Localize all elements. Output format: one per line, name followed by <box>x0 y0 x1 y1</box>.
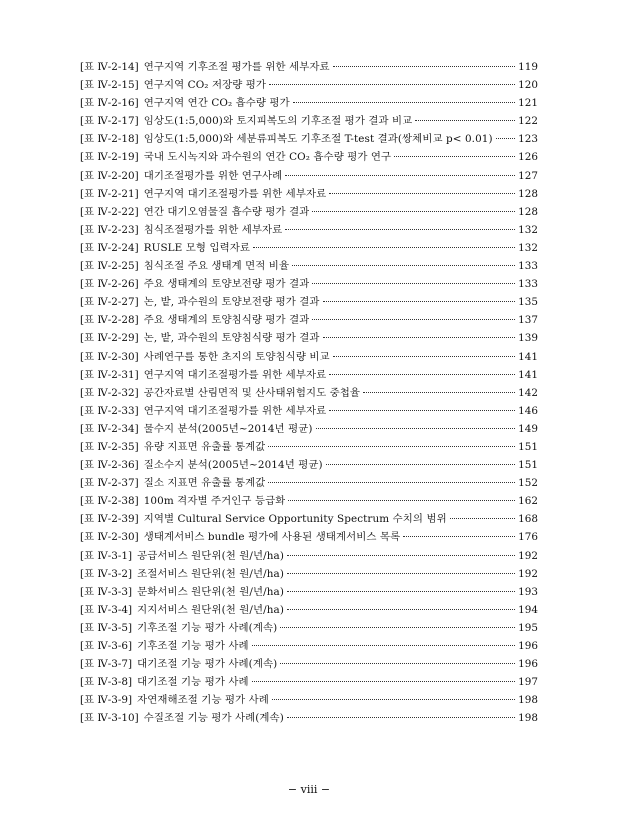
table-label: [표 Ⅳ-2-29] <box>80 332 139 345</box>
table-title: 연구지역 연간 CO₂ 흡수량 평가 <box>143 97 290 110</box>
list-item[interactable] <box>80 565 538 583</box>
page-number: 194 <box>518 603 538 616</box>
list-item[interactable] <box>80 167 538 185</box>
table-label: [표 Ⅳ-2-32] <box>80 386 139 399</box>
list-item[interactable] <box>80 130 538 148</box>
list-item[interactable] <box>80 528 538 546</box>
page-number: 197 <box>518 676 538 689</box>
dot-leader <box>292 265 515 266</box>
dot-leader <box>287 717 515 718</box>
dot-leader <box>293 102 515 103</box>
table-label: [표 Ⅳ-2-15] <box>80 79 139 92</box>
table-title: 연간 대기오염물질 흡수량 평가 결과 <box>143 205 310 218</box>
table-title: 연구지역 기후조절 평가를 위한 세부자료 <box>143 61 330 73</box>
table-title: 공급서비스 원단위(천 원/년/ha) <box>137 549 284 562</box>
table-title: 수질조절 기능 평가 사례(계속) <box>143 712 284 725</box>
page-number: 176 <box>518 531 538 544</box>
table-label: [표 Ⅳ-3-3] <box>80 585 133 598</box>
page-number: 142 <box>518 386 538 399</box>
page-number: 196 <box>518 658 538 671</box>
table-title: 대기조절평가를 위한 연구사례 <box>143 169 283 182</box>
table-label: [표 Ⅳ-3-1] <box>80 549 133 562</box>
table-title: 주요 생태계의 토양보전량 평가 결과 <box>143 278 310 291</box>
page-number: 146 <box>518 404 538 417</box>
list-item[interactable] <box>80 203 538 221</box>
list-item[interactable] <box>80 456 538 474</box>
table-of-contents-list <box>80 58 538 727</box>
dot-leader <box>287 555 515 556</box>
page-number: 122 <box>518 115 538 128</box>
list-item[interactable] <box>80 185 538 203</box>
list-item[interactable] <box>80 311 538 329</box>
table-label: [표 Ⅳ-2-34] <box>80 422 139 435</box>
dot-leader <box>268 446 515 447</box>
table-label: [표 Ⅳ-2-37] <box>80 477 139 490</box>
list-item[interactable] <box>80 619 538 637</box>
table-title: 지역별 Cultural Service Opportunity Spectrum 수치의 범위 <box>143 513 447 526</box>
page-number: 139 <box>518 332 538 345</box>
table-label: [표 Ⅳ-2-24] <box>80 241 139 254</box>
table-label: [표 Ⅳ-3-10] <box>80 712 139 725</box>
list-item[interactable] <box>80 601 538 619</box>
page-number: 128 <box>518 187 538 200</box>
dot-leader <box>268 482 515 483</box>
dot-leader <box>496 138 516 139</box>
dot-leader <box>287 591 515 592</box>
table-label: [표 Ⅳ-2-36] <box>80 459 139 472</box>
dot-leader <box>252 681 515 682</box>
page-number: 120 <box>518 79 538 92</box>
table-label: [표 Ⅳ-2-16] <box>80 97 139 110</box>
page-number: 128 <box>518 205 538 218</box>
table-label: [표 Ⅳ-2-19] <box>80 151 139 164</box>
table-label: [표 Ⅳ-2-21] <box>80 187 139 200</box>
list-item[interactable] <box>80 637 538 655</box>
table-title: 조절서비스 원단위(천 원/년/ha) <box>137 567 284 580</box>
table-label: [표 Ⅳ-3-8] <box>80 676 133 689</box>
dot-leader <box>287 609 515 610</box>
page-number: 137 <box>518 314 538 327</box>
table-title: 논, 밭, 과수원의 토양침식량 평가 결과 <box>143 332 320 345</box>
page-number: 196 <box>518 640 538 652</box>
table-title: 논, 밭, 과수원의 토양보전량 평가 결과 <box>143 296 320 309</box>
page-number: 193 <box>518 585 538 598</box>
table-title: 물수지 분석(2005년~2014년 평균) <box>143 422 313 435</box>
table-title: 연구지역 대기조절평가를 위한 세부자료 <box>143 404 327 417</box>
page-number: 141 <box>518 368 538 381</box>
table-label: [표 Ⅳ-2-35] <box>80 440 139 453</box>
dot-leader <box>252 645 515 646</box>
dot-leader <box>312 319 515 320</box>
table-label: [표 Ⅳ-3-5] <box>80 621 133 634</box>
dot-leader <box>312 211 515 212</box>
table-label: [표 Ⅳ-2-20] <box>80 169 139 182</box>
table-title: 지지서비스 원단위(천 원/년/ha) <box>137 603 284 616</box>
table-label: [표 Ⅳ-3-7] <box>80 658 133 671</box>
dot-leader <box>280 663 515 664</box>
list-item[interactable] <box>80 58 538 76</box>
page-number: 151 <box>518 459 538 472</box>
dot-leader <box>287 573 515 574</box>
list-item[interactable] <box>80 239 538 257</box>
page-number: 192 <box>518 549 538 562</box>
table-label: [표 Ⅳ-2-31] <box>80 368 139 381</box>
page-number: 141 <box>518 350 538 363</box>
list-item[interactable] <box>80 148 538 166</box>
list-item[interactable] <box>80 438 538 456</box>
table-label: [표 Ⅳ-2-33] <box>80 404 139 417</box>
list-item[interactable] <box>80 329 538 347</box>
list-item[interactable] <box>80 112 538 130</box>
table-label: [표 Ⅳ-2-38] <box>80 495 139 508</box>
page-number: 151 <box>518 440 538 453</box>
table-title: 침식조절평가를 위한 세부자료 <box>143 223 283 236</box>
table-label: [표 Ⅳ-3-4] <box>80 603 133 616</box>
dot-leader <box>329 374 515 375</box>
table-label: [표 Ⅳ-2-30] <box>80 531 139 544</box>
table-title: 침식조절 주요 생태계 면적 비율 <box>143 260 290 273</box>
list-item[interactable] <box>80 655 538 673</box>
list-item[interactable] <box>80 673 538 691</box>
table-label: [표 Ⅳ-2-25] <box>80 260 139 273</box>
list-item[interactable] <box>80 583 538 601</box>
table-title: 연구지역 대기조절평가를 위한 세부자료 <box>143 368 327 381</box>
list-item[interactable] <box>80 366 538 384</box>
list-item[interactable] <box>80 547 538 565</box>
list-item[interactable] <box>80 384 538 402</box>
dot-leader <box>323 337 516 338</box>
dot-leader <box>269 84 515 85</box>
page-number: 121 <box>518 97 538 110</box>
list-item[interactable] <box>80 402 538 420</box>
dot-leader <box>285 175 515 176</box>
page-number: 198 <box>518 712 538 725</box>
dot-leader <box>394 156 515 157</box>
dot-leader <box>326 464 515 465</box>
table-title: 공간자료별 산림면적 및 산사태위험지도 중첩율 <box>143 386 361 399</box>
dot-leader <box>312 283 515 284</box>
dot-leader <box>363 392 515 393</box>
table-label: [표 Ⅳ-2-39] <box>80 513 139 526</box>
table-title: 사례연구를 통한 초지의 토양침식량 비교 <box>143 350 330 363</box>
table-title: 대기조절 기능 평가 사례(계속) <box>137 658 278 671</box>
page-number: 135 <box>518 296 538 309</box>
list-item[interactable] <box>80 94 538 112</box>
table-label: [표 Ⅳ-2-23] <box>80 223 139 236</box>
list-item[interactable] <box>80 275 538 293</box>
table-title: 임상도(1:5,000)와 세분류피복도 기후조절 T-test 결과(쌍체비교 p< 0.01) <box>143 133 493 146</box>
dot-leader <box>403 536 515 537</box>
table-title: 100m 격자별 주거인구 등급화 <box>143 495 286 508</box>
page-number: 133 <box>518 278 538 291</box>
table-title: 국내 도시녹지와 과수원의 연간 CO₂ 흡수량 평가 연구 <box>143 151 392 164</box>
dot-leader <box>415 120 515 121</box>
table-label: [표 Ⅳ-2-27] <box>80 296 139 309</box>
list-item[interactable] <box>80 76 538 94</box>
list-item[interactable] <box>80 510 538 528</box>
page-number: 149 <box>518 422 538 435</box>
table-title: 연구지역 대기조절평가를 위한 세부자료 <box>143 187 327 200</box>
dot-leader <box>329 410 515 411</box>
table-label: [표 Ⅳ-2-18] <box>80 133 139 146</box>
table-title: 자연재해조절 기능 평가 사례 <box>137 694 269 707</box>
table-title: 기후조절 기능 평가 사례 <box>137 640 249 652</box>
page-number: 119 <box>518 61 538 73</box>
table-title: 문화서비스 원단위(천 원/년/ha) <box>137 585 284 598</box>
page-number: 132 <box>518 223 538 236</box>
list-item[interactable] <box>80 420 538 438</box>
table-title: 기후조절 기능 평가 사례(계속) <box>137 621 278 634</box>
page-number: 198 <box>518 694 538 707</box>
list-item[interactable] <box>80 492 538 510</box>
table-title: 대기조절 기능 평가 사례 <box>137 676 249 689</box>
page-number: 127 <box>518 169 538 182</box>
page-number: 133 <box>518 260 538 273</box>
dot-leader <box>280 627 515 628</box>
dot-leader <box>285 229 515 230</box>
page-number: 132 <box>518 241 538 254</box>
dot-leader <box>272 699 515 700</box>
table-label: [표 Ⅳ-3-6] <box>80 640 133 652</box>
table-label: [표 Ⅳ-2-30] <box>80 350 139 363</box>
list-item[interactable] <box>80 257 538 275</box>
table-title: 생태계서비스 bundle 평가에 사용된 생태계서비스 목록 <box>143 531 401 544</box>
table-label: [표 Ⅳ-2-14] <box>80 61 139 73</box>
list-item[interactable] <box>80 293 538 311</box>
table-title: RUSLE 모형 입력자료 <box>143 241 251 254</box>
page-number-footer: − viii − <box>287 783 331 796</box>
list-item[interactable] <box>80 348 538 366</box>
table-title: 질소 지표면 유출률 통계값 <box>143 477 266 490</box>
table-title: 주요 생태계의 토양침식량 평가 결과 <box>143 314 310 327</box>
page-number: 168 <box>518 513 538 526</box>
page-number: 162 <box>518 495 538 508</box>
table-title: 연구지역 CO₂ 저장량 평가 <box>143 79 267 92</box>
table-label: [표 Ⅳ-2-17] <box>80 115 139 128</box>
dot-leader <box>329 193 515 194</box>
table-label: [표 Ⅳ-2-26] <box>80 278 139 291</box>
table-label: [표 Ⅳ-3-2] <box>80 567 133 580</box>
table-title: 질소수지 분석(2005년~2014년 평균) <box>143 459 323 472</box>
dot-leader <box>323 301 516 302</box>
dot-leader <box>288 500 515 501</box>
page-number: 152 <box>518 477 538 490</box>
list-item[interactable] <box>80 709 538 727</box>
page-number: 123 <box>518 133 538 146</box>
list-item[interactable] <box>80 691 538 709</box>
list-item[interactable] <box>80 474 538 492</box>
page-number: 195 <box>518 621 538 634</box>
table-label: [표 Ⅳ-2-22] <box>80 205 139 218</box>
table-label: [표 Ⅳ-2-28] <box>80 314 139 327</box>
dot-leader <box>333 66 516 67</box>
dot-leader <box>253 247 515 248</box>
table-title: 유량 지표면 유출률 통계값 <box>143 440 266 453</box>
table-title: 임상도(1:5,000)와 토지피복도의 기후조절 평가 결과 비교 <box>143 115 413 128</box>
dot-leader <box>333 356 516 357</box>
dot-leader <box>316 428 516 429</box>
dot-leader <box>450 518 515 519</box>
page-number: 192 <box>518 567 538 580</box>
list-item[interactable] <box>80 221 538 239</box>
page-number: 126 <box>518 151 538 164</box>
table-label: [표 Ⅳ-3-9] <box>80 694 133 707</box>
